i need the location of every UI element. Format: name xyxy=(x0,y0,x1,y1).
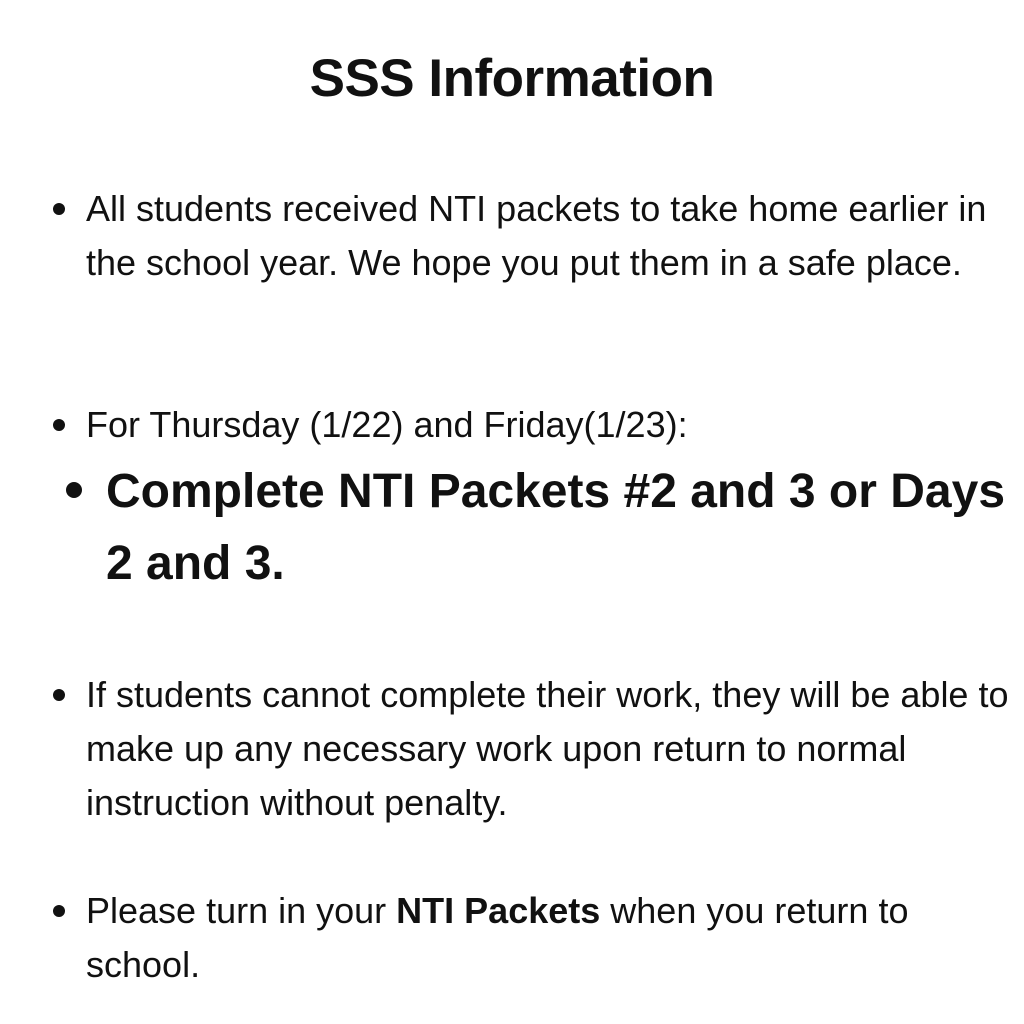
bullet-item-nti-packets-received: All students received NTI packets to take home earlier in the school year. We hope you put them in a safe place. xyxy=(86,182,1011,290)
sub-bullet-complete-packets: Complete NTI Packets #2 and 3 or Days 2 and 3. xyxy=(106,456,1018,600)
turn-in-text-end: when you return to school. xyxy=(86,890,909,985)
page-title: SSS Information xyxy=(309,49,715,108)
bullet-item-thursday-friday: For Thursday (1/22) and Friday(1/23): xyxy=(86,398,1011,452)
nti-packets-emphasis: NTI Packets xyxy=(396,890,601,931)
turn-in-text-start: Please turn in your xyxy=(86,890,397,931)
bullet-item-make-up-work: If students cannot complete their work, they will be able to make up any necessary work upon return to normal instruction without penalty. xyxy=(86,668,1011,830)
bullet-item-turn-in-packets xyxy=(86,884,1011,992)
